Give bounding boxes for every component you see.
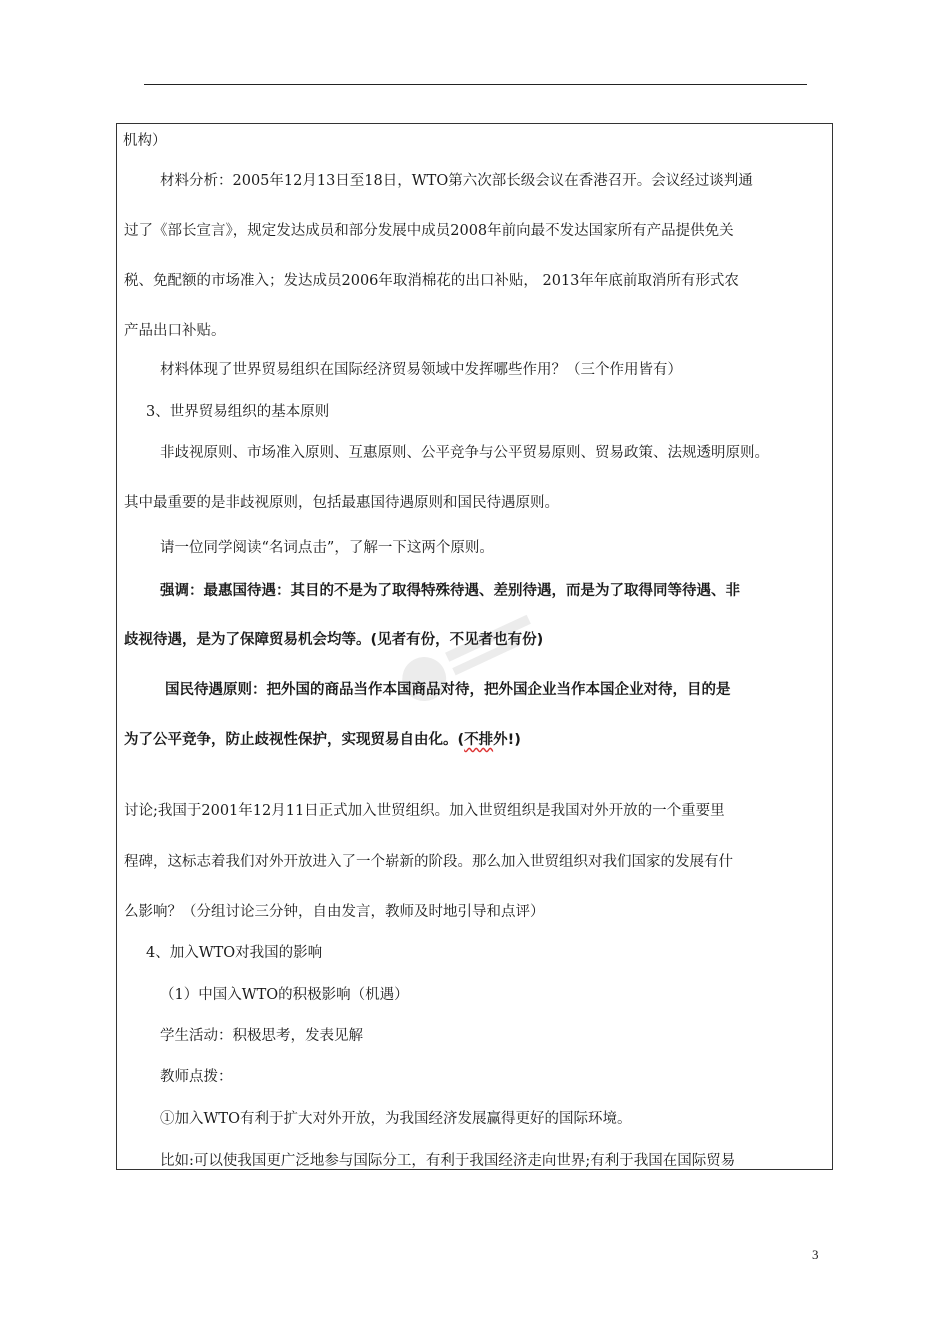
text-line-19: （1）中国入WTO的积极影响（机遇） — [160, 987, 409, 1003]
text-line-3: 过了《部长宣言》，规定发达成员和部分发展中成员2008年前向最不发达国家所有产品提供免关 — [124, 223, 734, 239]
emphasis-line-14-a: 为了公平竞争，防止歧视性保护，实现贸易自由化。( — [124, 732, 465, 748]
text-line-16: 程碑，这标志着我们对外开放进入了一个崭新的阶段。那么加入世贸组织对我们国家的发展有什 — [124, 854, 733, 870]
text-line-20: 学生活动：积极思考，发表见解 — [160, 1028, 363, 1044]
text-line-2: 材料分析：2005年12月13日至18日，WTO第六次部长级会议在香港召开。会议经过谈判通 — [160, 173, 753, 189]
page-number: 3 — [812, 1247, 819, 1262]
text-line-15: 讨论;我国于2001年12月11日正式加入世贸组织。加入世贸组织是我国对外开放的一个重要里 — [124, 803, 725, 819]
text-line-1: 机构） — [123, 133, 167, 149]
text-line-17: 么影响？（分组讨论三分钟，自由发言，教师及时地引导和点评） — [124, 904, 545, 920]
text-line-5: 产品出口补贴。 — [124, 323, 226, 339]
emphasis-line-11: 强调：最惠国待遇：其目的不是为了取得特殊待遇、差别待遇，而是为了取得同等待遇、非 — [160, 583, 740, 599]
text-line-9: 其中最重要的是非歧视原则，包括最惠国待遇原则和国民待遇原则。 — [124, 495, 559, 511]
watermark-logo — [380, 600, 550, 720]
text-line-23: 比如:可以使我国更广泛地参与国际分工，有利于我国经济走向世界;有利于我国在国际贸易 — [160, 1153, 736, 1169]
emphasis-line-12: 歧视待遇，是为了保障贸易机会均等。(见者有份，不见者也有份) — [124, 632, 544, 648]
text-line-21: 教师点拨： — [160, 1069, 233, 1085]
header-rule — [144, 84, 807, 85]
text-line-4: 税、免配额的市场准入；发达成员2006年取消棉花的出口补贴， 2013年年底前取消所有形式农 — [124, 273, 739, 289]
emphasis-line-14-c: 外!) — [493, 732, 521, 748]
text-line-8: 非歧视原则、市场准入原则、互惠原则、公平竞争与公平贸易原则、贸易政策、法规透明原则。 — [160, 445, 769, 461]
text-line-10: 请一位同学阅读“名词点击”，了解一下这两个原则。 — [160, 540, 494, 556]
emphasis-line-13: 国民待遇原则：把外国的商品当作本国商品对待，把外国企业当作本国企业对待，目的是 — [165, 682, 731, 698]
section-heading-4: 4、加入WTO对我国的影响 — [146, 945, 323, 961]
emphasis-line-14 — [124, 730, 521, 750]
emphasis-line-14-b: 不排 — [464, 732, 494, 748]
text-line-6: 材料体现了世界贸易组织在国际经济贸易领域中发挥哪些作用？（三个作用皆有） — [160, 362, 682, 378]
section-heading-3: 3、世界贸易组织的基本原则 — [146, 404, 330, 420]
text-line-22: ①加入WTO有利于扩大对外开放，为我国经济发展赢得更好的国际环境。 — [160, 1111, 632, 1127]
